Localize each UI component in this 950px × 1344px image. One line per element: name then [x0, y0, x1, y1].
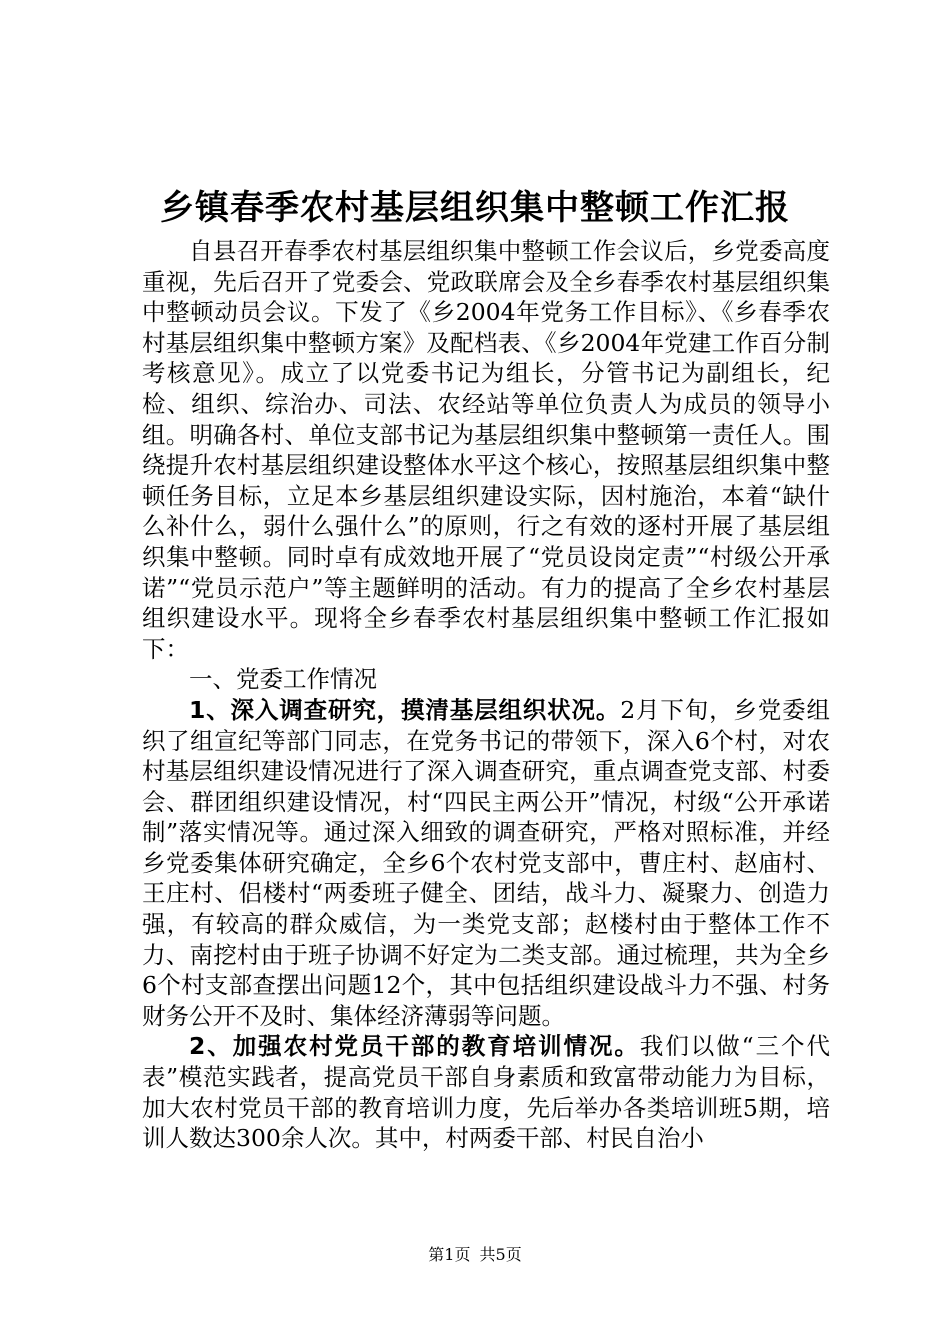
intro-paragraph: 自县召开春季农村基层组织集中整顿工作会议后，乡党委高度重视，先后召开了党委会、党政联席会及全乡春季农村基层组织集中整顿动员会议。下发了《乡2004年党务工作目标》、《乡春季农村基层组织集中整顿方案》及配档表、《乡2004年党建工作百分制考核意见》。成立了以党委书记为组长，分管书记为副组长，纪检、组织、综治办、司法、农经站等单位负责人为成员的领导小组。明确各村、单位支部书记为基层组织集中整顿第一责任人。围绕提升农村基层组织建设整体水平这个核心，按照基层组织集中整顿任务目标，立足本乡基层组织建设实际，因村施治，本着“缺什么补什么，弱什么强什么”的原则，行之有效的逐村开展了基层组织集中整顿。同时卓有成效地开展了“党员设岗定责”“村级公开承诺”“党员示范户”等主题鲜明的活动。有力的提高了全乡农村基层组织建设水平。现将全乡春季农村基层组织集中整顿工作汇报如下： [142, 237, 830, 663]
current-page-number: 第1页 [428, 1245, 471, 1264]
page-footer [0, 1244, 950, 1266]
section-heading: 一、党委工作情况 [189, 665, 377, 694]
document-title: 乡镇春季农村基层组织集中整顿工作汇报 [160, 188, 790, 228]
item-1-paragraph [142, 695, 830, 1032]
item-1-heading: 1、深入调查研究，摸清基层组织状况。 [189, 695, 621, 724]
item-2-text: 我们以做“三个代表”模范实践者，提高党员干部自身素质和致富带动能力为目标，加大农村党员干部的教育培训力度，先后举办各类培训班5期，培训人数达300余人次。其中，村两委干部、村民自治小 [142, 1032, 831, 1153]
total-pages: 共5页 [479, 1245, 522, 1264]
item-1-text: 2月下旬，乡党委组织了组宣纪等部门同志，在党务书记的带领下，深入6个村，对农村基层组织建设情况进行了深入调查研究，重点调查党支部、村委会、群团组织建设情况，村“四民主两公开”情况，村级“公开承诺制”落实情况等。通过深入细致的调查研究，严格对照标准，并经乡党委集体研究确定，全乡6个农村党支部中，曹庄村、赵庙村、王庄村、侣楼村“两委班子健全、团结，战斗力、凝聚力、创造力强，有较高的群众威信，为一类党支部；赵楼村由于整体工作不力、南挖村由于班子协调不好定为二类支部。通过梳理，共为全乡6个村支部查摆出问题12个，其中包括组织建设战斗力不强、村务财务公开不及时、集体经济薄弱等问题。 [142, 695, 830, 1030]
item-2-paragraph [142, 1031, 830, 1153]
item-2-heading: 2、加强农村党员干部的教育培训情况。 [189, 1032, 640, 1061]
document-body [142, 236, 830, 1154]
